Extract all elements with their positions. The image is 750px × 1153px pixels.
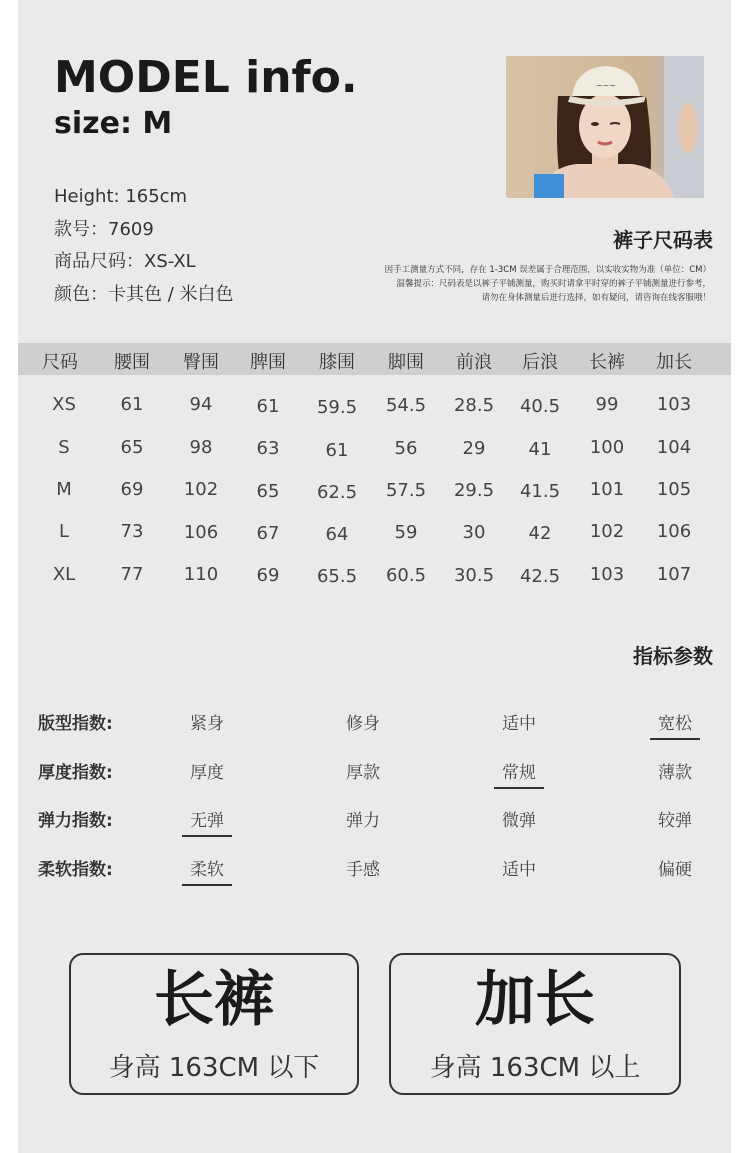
param-option: 薄款 bbox=[658, 763, 692, 783]
table-cell: 54.5 bbox=[385, 395, 427, 416]
table-cell: S bbox=[58, 437, 70, 458]
param-option: 较弹 bbox=[658, 811, 692, 831]
table-cell: 30 bbox=[462, 522, 486, 543]
available-sizes: 商品尺码：XS-XL bbox=[54, 251, 196, 272]
model-info-title: MODEL info. bbox=[54, 52, 358, 103]
param-option-selected: 宽松 bbox=[650, 709, 700, 740]
param-label: 版型指数: bbox=[38, 714, 113, 734]
table-cell: 105 bbox=[656, 479, 692, 500]
length-box-height: 身高 163CM 以上 bbox=[429, 1053, 641, 1083]
table-cell: 69 bbox=[120, 479, 144, 500]
size-chart-title: 裤子尺码表 bbox=[613, 228, 713, 252]
table-cell: 106 bbox=[656, 521, 692, 542]
table-cell: 40.5 bbox=[519, 396, 561, 417]
table-cell: 29.5 bbox=[453, 480, 495, 501]
table-cell: 41 bbox=[528, 439, 552, 460]
table-cell: 63 bbox=[256, 438, 280, 459]
param-option: 修身 bbox=[346, 714, 380, 734]
table-cell: 77 bbox=[120, 564, 144, 585]
length-box-title: 加长 bbox=[475, 965, 595, 1035]
length-box-height: 身高 163CM 以下 bbox=[108, 1053, 320, 1083]
param-option: 厚款 bbox=[346, 763, 380, 783]
model-size: size: M bbox=[54, 106, 173, 141]
table-cell: M bbox=[56, 479, 72, 500]
table-cell: 103 bbox=[589, 564, 625, 585]
table-cell: 73 bbox=[120, 521, 144, 542]
table-cell: 100 bbox=[589, 437, 625, 458]
header-regular-length: 长裤 bbox=[589, 352, 625, 373]
table-cell: 94 bbox=[189, 394, 213, 415]
table-cell: 99 bbox=[595, 394, 619, 415]
param-option: 紧身 bbox=[190, 714, 224, 734]
table-cell: 104 bbox=[656, 437, 692, 458]
model-photo bbox=[506, 56, 704, 198]
header-long-length: 加长 bbox=[656, 352, 692, 373]
table-cell: 65.5 bbox=[316, 566, 358, 587]
table-cell: 60.5 bbox=[385, 565, 427, 586]
table-cell: 102 bbox=[183, 479, 219, 500]
param-option: 微弹 bbox=[502, 811, 536, 831]
table-cell: L bbox=[58, 521, 70, 542]
param-option: 厚度 bbox=[190, 763, 224, 783]
size-chart-note-1: 因手工测量方式不同，存在 1-3CM 误差属于合理范围，以实收实物为准（单位：CM） bbox=[384, 265, 711, 275]
style-number: 款号：7609 bbox=[54, 219, 154, 240]
table-cell: 28.5 bbox=[453, 395, 495, 416]
model-height: Height: 165cm bbox=[54, 186, 188, 207]
table-cell: 62.5 bbox=[316, 482, 358, 503]
param-option-selected: 柔软 bbox=[182, 855, 232, 886]
param-option: 适中 bbox=[502, 714, 536, 734]
table-cell: 65 bbox=[120, 437, 144, 458]
param-label: 柔软指数: bbox=[38, 860, 113, 880]
header-front-rise: 前浪 bbox=[456, 352, 492, 373]
param-option-selected: 无弹 bbox=[182, 806, 232, 837]
table-cell: XL bbox=[52, 564, 76, 585]
length-box-title: 长裤 bbox=[154, 965, 274, 1035]
table-cell: 106 bbox=[183, 522, 219, 543]
table-cell: 30.5 bbox=[453, 565, 495, 586]
table-cell: 110 bbox=[183, 564, 219, 585]
param-option: 偏硬 bbox=[658, 860, 692, 880]
size-table-header bbox=[18, 343, 731, 375]
params-title: 指标参数 bbox=[633, 644, 713, 668]
table-cell: 59 bbox=[394, 522, 418, 543]
table-cell: 67 bbox=[256, 523, 280, 544]
available-colors: 颜色：卡其色 / 米白色 bbox=[54, 284, 234, 305]
length-box-regular bbox=[69, 953, 359, 1095]
table-cell: 56 bbox=[394, 438, 418, 459]
svg-text:~~~: ~~~ bbox=[595, 81, 617, 90]
table-cell: 59.5 bbox=[316, 397, 358, 418]
table-cell: 65 bbox=[256, 481, 280, 502]
param-option: 弹力 bbox=[346, 811, 380, 831]
header-size: 尺码 bbox=[42, 352, 78, 373]
header-hem: 脚围 bbox=[388, 352, 424, 373]
product-detail-page bbox=[18, 0, 731, 1153]
size-chart-note-3: 请勿在身体测量后进行选择，如有疑问，请咨询在线客服哦！ bbox=[481, 293, 711, 303]
table-cell: 64 bbox=[325, 524, 349, 545]
table-cell: 29 bbox=[462, 438, 486, 459]
table-cell: 57.5 bbox=[385, 480, 427, 501]
param-option-selected: 常规 bbox=[494, 758, 544, 789]
table-cell: 69 bbox=[256, 565, 280, 586]
length-box-long bbox=[389, 953, 681, 1095]
table-cell: 42.5 bbox=[519, 566, 561, 587]
table-cell: 41.5 bbox=[519, 481, 561, 502]
table-cell: 61 bbox=[120, 394, 144, 415]
header-hip: 臀围 bbox=[183, 352, 219, 373]
table-cell: 61 bbox=[256, 396, 280, 417]
header-waist: 腰围 bbox=[114, 352, 150, 373]
table-cell: 101 bbox=[589, 479, 625, 500]
table-cell: 98 bbox=[189, 437, 213, 458]
param-option: 适中 bbox=[502, 860, 536, 880]
header-knee: 膝围 bbox=[319, 352, 355, 373]
size-chart-note-2: 温馨提示：尺码表是以裤子平铺测量，购买时请拿平时穿的裤子平铺测量进行参考， bbox=[396, 279, 711, 289]
param-label: 厚度指数: bbox=[38, 763, 113, 783]
table-cell: 107 bbox=[656, 564, 692, 585]
table-cell: 42 bbox=[528, 523, 552, 544]
table-cell: 102 bbox=[589, 521, 625, 542]
table-cell: 103 bbox=[656, 394, 692, 415]
table-cell: 61 bbox=[325, 440, 349, 461]
header-back-rise: 后浪 bbox=[522, 352, 558, 373]
header-thigh: 脾围 bbox=[250, 352, 286, 373]
table-cell: XS bbox=[52, 394, 76, 415]
param-label: 弹力指数: bbox=[38, 811, 113, 831]
param-option: 手感 bbox=[346, 860, 380, 880]
